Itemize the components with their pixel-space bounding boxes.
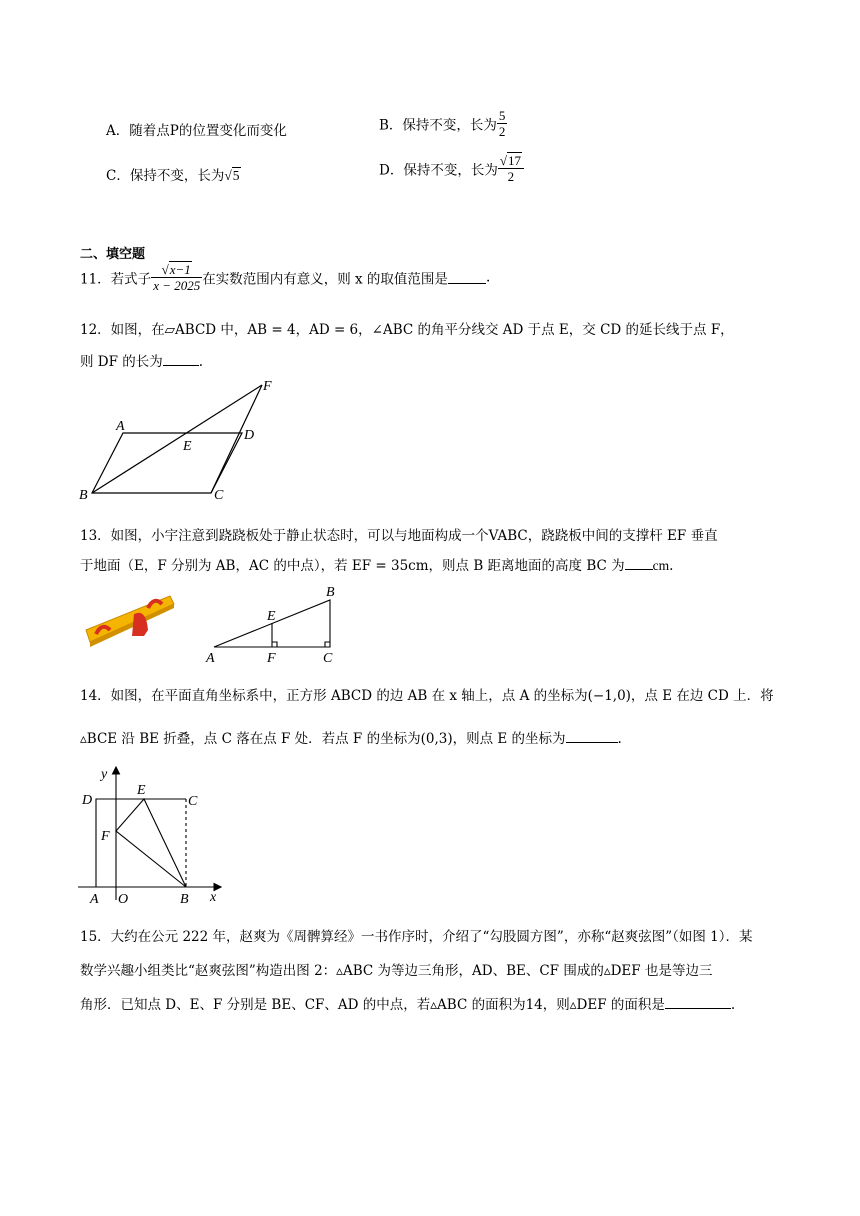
q14-line2 [80,727,622,747]
option-b-text: B．保持不变，长为 [379,117,497,134]
q13-line2 [80,554,673,574]
q15-line3-text: 角形．已知点 D、E、F 分别是 BE、CF、AD 的中点，若▵ABC 的面积为14，则▵DEF 的面积是 [80,997,665,1013]
q13-line2-text: 于地面（E，F 分别为 AB，AC 的中点），若 EF = 35cm，则点 B 距离地面的高度 BC 为 [80,558,625,574]
label-O: O [118,892,129,907]
option-d-text: D．保持不变，长为 [379,162,498,179]
q15-line2: 数学兴趣小组类比“赵爽弦图”构造出图 2：▵ABC 为等边三角形，AD、BE、CF 围成的▵DEF 也是等边三 [80,963,713,979]
folded-triangle [116,799,186,887]
q12-answer-blank[interactable] [163,353,199,366]
option-c-radicand: 5 [232,168,240,183]
option-b-denominator: 2 [498,124,506,139]
parallelogram-abcd [92,433,242,493]
option-d [379,153,524,184]
q11-answer-blank[interactable] [448,271,486,284]
q15-line1: 15．大约在公元 222 年，赵爽为《周髀算经》一书作序时，介绍了“勾股圆方图”，亦称“赵爽弦图”（如图 1）．某 [80,929,753,945]
label-E: E [183,439,192,454]
q12-line2 [80,350,203,370]
label-B: B [326,585,335,600]
option-d-denominator: 2 [507,169,515,184]
label-D: D [82,793,93,808]
q13-answer-blank[interactable] [625,557,653,570]
option-a: A．随着点P的位置变化而变化 [106,123,287,139]
label-A: A [116,419,125,434]
q13-unit: cm [652,558,670,573]
q13-end: . [669,558,674,574]
option-b [379,108,507,139]
option-d-fraction [498,153,524,184]
q14-coordinate-figure [72,760,232,910]
q14-end: . [617,731,622,747]
label-E: E [137,783,146,798]
q14-line2-text: ▵BCE 沿 BE 折叠，点 C 落在点 F 处．若点 F 的坐标为(0,3)，则点 E 的坐标为 [80,731,566,747]
q11-prefix: 11．若式子 [80,271,152,288]
label-C: C [323,651,333,666]
q15-line3 [80,993,735,1013]
q15-answer-blank[interactable] [665,996,731,1009]
option-b-fraction [497,108,508,139]
label-B: B [79,488,88,503]
label-F: F [267,651,276,666]
option-c-text: C．保持不变，长为 [106,168,225,184]
q11-suffix: 在实数范围内有意义，则 x 的取值范围是 [202,271,448,288]
q12-line2-text: 则 DF 的长为 [80,354,163,370]
q14-line1: 14．如图，在平面直角坐标系中，正方形 ABCD 的边 AB 在 x 轴上，点 A 的坐标为(−1,0)，点 E 在边 CD 上．将 [80,688,774,704]
q15-end: . [730,997,736,1013]
option-b-numerator: 5 [498,108,506,123]
seesaw-picture [82,590,178,654]
label-F: F [101,829,110,844]
label-A: A [90,892,99,907]
label-C: C [188,794,198,809]
label-x: x [210,890,217,905]
q12-parallelogram-figure [70,375,290,503]
q14-answer-blank[interactable] [566,730,618,743]
label-E: E [267,609,276,624]
q13-triangle-figure [200,580,350,670]
option-d-numerator: √17 [498,153,524,169]
label-F: F [263,379,272,394]
q13-line1: 13．如图，小宇注意到跷跷板处于静止状态时，可以与地面构成一个VABC，跷跷板中间的支撑杆 EF 垂直 [80,528,718,544]
right-angle-f [272,642,277,647]
q12-end: . [198,354,204,370]
label-B: B [180,892,189,907]
q11-denominator: x − 2025 [153,278,201,293]
section-title: 二、填空题 [80,247,146,262]
q11-numerator: √x−1 [151,262,202,278]
option-c: C．保持不变，长为√5 [106,168,240,184]
label-D: D [244,428,255,443]
right-angle-c [325,642,330,647]
label-C: C [214,488,224,503]
label-y: y [101,767,108,782]
q11-fraction [151,262,202,293]
q12-line1: 12．如图，在▱ABCD 中，AB = 4，AD = 6，∠ABC 的角平分线交 AD 于点 E，交 CD 的延长线于点 F， [80,322,734,338]
label-A: A [206,651,215,666]
question-11 [80,262,490,293]
q11-end: . [485,269,491,286]
